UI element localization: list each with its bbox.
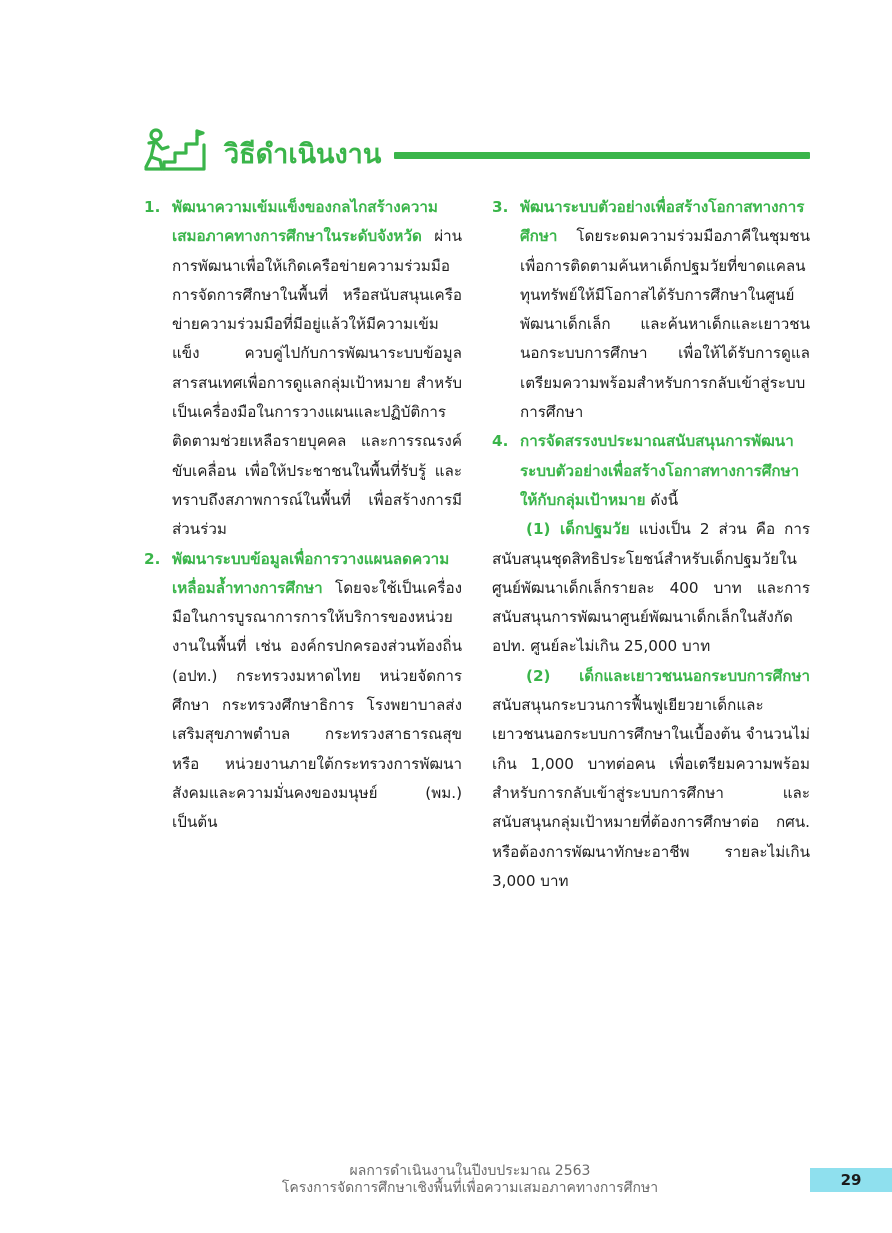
list-item-3 — [492, 193, 810, 427]
item-number: 1. — [144, 198, 161, 216]
list-item-1 — [144, 193, 462, 545]
item-number: 2. — [144, 549, 161, 568]
sub-item-body: สนับสนุนกระบวนการฟื้นฟูเยียวยาเด็กและเยาวชนนอกระบบการศึกษาในเบื้องต้น จำนวนไม่เกิน 1,000 บาทต่อคน เพื่อเตรียมความพร้อมสำหรับการกลับเข้าสู่ระบบการศึกษา และสนับสนุนกลุ่มเป้าหมายที่ต้องการศึกษาต่อ กศน. หรือต้องการพัฒนาทักษะอาชีพ รายละไม่เกิน 3,000 บาท — [492, 696, 810, 890]
sub-item-body: แบ่งเป็น 2 ส่วน คือ การสนับสนุนชุดสิทธิประโยชน์สำหรับเด็กปฐมวัยในศูนย์พัฒนาเด็กเล็กรายละ 400 บาท และการสนับสนุนการพัฒนาศูนย์พัฒนาเด็กเล็กในสังกัด อปท. ศูนย์ละไม่เกิน 25,000 บาท — [492, 520, 811, 656]
title-rule — [394, 152, 810, 159]
item-heading: พัฒนาระบบตัวอย่างเพื่อสร้างโอกาสทางการศึกษา — [520, 198, 805, 246]
footer-line-2: โครงการจัดการศึกษาเชิงพื้นที่เพื่อความเสมอภาคทางการศึกษา — [281, 1180, 659, 1196]
item-body: โดยระดมความร่วมมือภาคีในชุมชนเพื่อการติดตามค้นหาเด็กปฐมวัยที่ขาดแคลนทุนทรัพย์ให้มีโอกาสได้รับการศึกษาในศูนย์พัฒนาเด็กเล็ก และค้นหาเด็กและเยาวชนนอกระบบการศึกษา เพื่อให้ได้รับการดูแลเตรียมความพร้อมสำหรับการกลับเข้าสู่ระบบการศึกษา — [520, 227, 810, 422]
item-body: ดังนี้ — [650, 490, 679, 509]
list-item-4 — [492, 427, 810, 515]
page-footer — [250, 1163, 690, 1197]
stairs-climber-icon — [142, 127, 208, 173]
item-heading: พัฒนาความเข้มแข็งของกลไกสร้างความเสมอภาคทางการศึกษาในระดับจังหวัด — [172, 198, 438, 246]
item-heading: การจัดสรรงบประมาณสนับสนุนการพัฒนาระบบตัวอย่างเพื่อสร้างโอกาสทางการศึกษาให้กับกลุ่มเป้าหมาย — [520, 432, 800, 509]
list-item-2 — [144, 545, 462, 838]
footer-line-1: ผลการดำเนินงานในปีงบประมาณ 2563 — [349, 1163, 591, 1179]
item-body: ผ่านการพัฒนาเพื่อให้เกิดเครือข่ายความร่วมมือการจัดการศึกษาในพื้นที่ หรือสนับสนุนเครือข่ายความร่วมมือที่มีอยู่แล้วให้มีความเข้มแข็ง ควบคู่ไปกับการพัฒนาระบบข้อมูลสารสนเทศเพื่อการดูแลกลุ่มเป้าหมาย สำหรับเป็นเครื่องมือในการวางแผนและปฏิบัติการติดตามช่วยเหลือรายบุคคล และการรณรงค์ขับเคลื่อน เพื่อให้ประชาชนในพื้นที่รับรู้ และทราบถึงสภาพการณ์ในพื้นที่ เพื่อสร้างการมีส่วนร่วม — [172, 227, 462, 539]
item-number: 4. — [492, 432, 509, 451]
item-heading: พัฒนาระบบข้อมูลเพื่อการวางแผนลดความเหลื่อมล้ำทางการศึกษา — [172, 549, 450, 597]
item-body: โดยจะใช้เป็นเครื่องมือในการบูรณาการการให้บริการของหน่วยงานในพื้นที่ เช่น องค์กรปกครองส่วนท้องถิ่น (อปท.) กระทรวงมหาดไทย หน่วยจัดการศึกษา กระทรวงศึกษาธิการ โรงพยาบาลส่งเสริมสุขภาพตำบล กระทรวงสาธารณสุข หรือ หน่วยงานภายใต้กระทรวงการพัฒนาสังคมและความมั่นคงของมนุษย์ (พม.) เป็นต้น — [172, 578, 462, 832]
page-title: วิธีดำเนินงาน — [224, 139, 382, 170]
page-number: 29 — [810, 1168, 892, 1192]
right-column — [492, 193, 810, 896]
sub-item-out-of-school-youth — [492, 662, 810, 896]
sub-item-heading: (2) เด็กและเยาวชนนอกระบบการศึกษา — [526, 666, 810, 685]
left-column — [144, 193, 462, 838]
section-header — [142, 124, 810, 176]
item-number: 3. — [492, 198, 509, 216]
sub-item-early-childhood — [492, 515, 810, 661]
sub-item-heading: (1) เด็กปฐมวัย — [526, 520, 630, 539]
